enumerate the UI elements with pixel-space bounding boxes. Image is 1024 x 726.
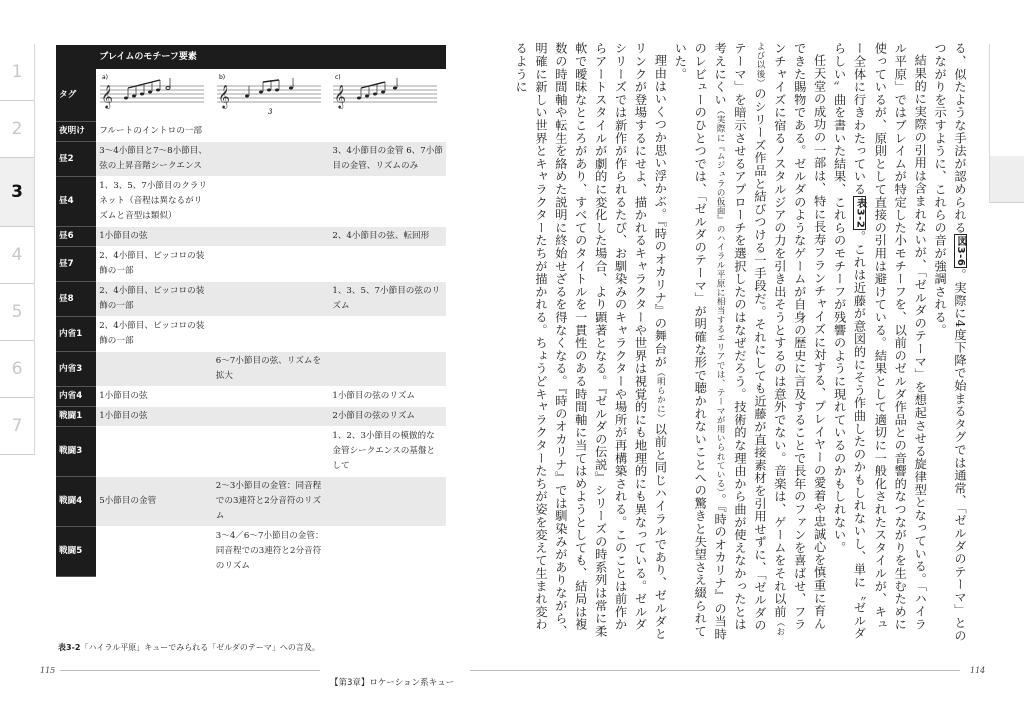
cell-b — [213, 427, 330, 477]
cell-a: 1小節目の弦 — [96, 387, 213, 407]
cell-a: 5小節目の金管 — [96, 477, 213, 527]
cell-b — [213, 142, 330, 177]
inline-note: （明らかに） — [655, 368, 666, 423]
row-label: 夜明け — [56, 122, 96, 142]
table-caption — [58, 642, 320, 653]
cell-a: 1、3、5、7小節目のクラリネット（音程は異なるがリズムと音型は類似） — [96, 177, 213, 227]
cell-c: 3、4小節目の金管 6、7小節目の金管、リズムのみ — [329, 142, 446, 177]
cell-a: フルートのイントロの一部 — [96, 122, 213, 142]
chapter-tab-6[interactable]: 6 — [0, 341, 34, 398]
paragraph — [669, 42, 828, 642]
cell-b — [213, 387, 330, 407]
staff-label-b: b) — [218, 74, 225, 81]
music-staff-a-icon — [96, 70, 208, 120]
music-staff-c-icon — [329, 70, 441, 120]
cell-b: 3〜4／6〜7小節目の金管：同音程での3連符と2分音符のリズム — [213, 527, 330, 577]
row-label: 戦闘1 — [56, 407, 96, 427]
row-label: 昼7 — [56, 247, 96, 282]
table-row — [56, 427, 446, 477]
footer-rule-left — [60, 670, 320, 671]
table-row — [56, 122, 446, 142]
body-text-vertical — [514, 42, 970, 642]
staff-b — [213, 69, 330, 122]
row-label: 戦闘4 — [56, 477, 96, 527]
table-row-tag — [56, 69, 446, 122]
cell-a: 1小節目の弦 — [96, 407, 213, 427]
text-span: 結果的に実際の引用は含まれないが、「ゼルダのテーマ」を想起させる旋律型となっている。「ハイラル平原」ではブレイムが特定した小モチーフを、以前のゼルダ作品との音響的なつながりを生むために使っているが、原則として直接の引用は避けている。結果として適切に一般化されたスタイルが、キュー全体に行きわたっている — [852, 42, 928, 631]
chapter-tab-2[interactable]: 2 — [0, 101, 34, 158]
cell-b — [213, 407, 330, 427]
text-span: 任天堂の成功の一部は、特に長寿フランチャイズに対する、プレイヤーの愛着や忠誠心を慎重に育んできた賜物である。ゼルダのようなゲームが自身の歴史に言及することで長年のファンを喜ばせ、フランチャイズに宿るノスタルジアの力を引き出そうとするのは意外でない。音楽は、ゲームをそれ以前 — [772, 42, 827, 631]
inline-note: （実際に『ムジュラの仮面』のハイラル平原に相当するエリアでは、テーマが用いられている） — [715, 106, 726, 494]
paragraph — [829, 42, 930, 642]
table-row — [56, 407, 446, 427]
cell-b — [213, 282, 330, 317]
text-span: 。これは近藤が意図的にそう作曲したのかもしれないし、単に〝ゼルダらしい〟曲を書いた結果、これらのモチーフが残響のように現れているのかもしれない。 — [832, 42, 867, 640]
caption-label: 表3-2 — [58, 643, 81, 652]
chapter-tab-4[interactable]: 4 — [0, 227, 34, 284]
cell-b — [213, 317, 330, 352]
row-label: 昼2 — [56, 142, 96, 177]
table-row — [56, 387, 446, 407]
cell-a — [96, 427, 213, 477]
text-span: る、似たような手法が認められる — [953, 42, 967, 234]
figure-reference[interactable]: 図3-6 — [955, 236, 966, 267]
cell-b — [213, 227, 330, 247]
cell-a: 3〜4小節目と7〜8小節目、弦の上昇音階シークエンス — [96, 142, 213, 177]
cell-c: 1、3、5、7小節目の弦のリズム — [329, 282, 446, 317]
row-label: 内省1 — [56, 317, 96, 352]
row-label: 昼4 — [56, 177, 96, 227]
cell-c — [329, 527, 446, 577]
table-header: ブレイムのモチーフ要素 — [96, 45, 446, 69]
chapter-footer: 【第3章】ロケーション系キュー — [330, 678, 455, 688]
caption-text: 「ハイラル平原」キューでみられる「ゼルダのテーマ」への言及。 — [80, 643, 320, 652]
cell-c: 1小節目の弦のリズム — [329, 387, 446, 407]
cell-c — [329, 352, 446, 387]
cell-c — [329, 177, 446, 227]
text-span: 。実際に4度下降で始まるタグでは通常、「ゼルダのテーマ」とのつながりを示すように、これらの音が強調される。 — [933, 42, 967, 642]
table-corner — [56, 45, 96, 69]
footer-rule-right — [470, 670, 960, 671]
row-label: 戦闘5 — [56, 527, 96, 577]
cell-a: 2、4小節目、ピッコロの装飾の一部 — [96, 317, 213, 352]
paragraph — [510, 42, 669, 642]
cell-b — [213, 247, 330, 282]
cell-c — [329, 477, 446, 527]
chapter-tab-rail-left — [0, 44, 35, 455]
chapter-tab-3-active[interactable]: 3 — [0, 158, 34, 227]
cell-a: 2、4小節目、ピッコロの装飾の一部 — [96, 282, 213, 317]
chapter-tab-rail-right — [989, 44, 1024, 203]
row-label: 内省4 — [56, 387, 96, 407]
cell-a: 1小節目の弦 — [96, 227, 213, 247]
chapter-tab-right-active[interactable] — [990, 156, 1024, 203]
chapter-tab-7[interactable]: 7 — [0, 398, 34, 455]
staff-c — [329, 69, 446, 122]
inline-note: （および以後） — [754, 42, 785, 637]
table-row — [56, 247, 446, 282]
page-number-right: 114 — [970, 666, 986, 675]
motif-table — [56, 45, 446, 577]
cell-c — [329, 317, 446, 352]
cell-c: 2、4小節目の弦、転回形 — [329, 227, 446, 247]
text-span: のシリーズ作品と結びつける一手段だ。それにしても近藤が直接素材を引用せずに、「ゼルダのテーマ」を暗示させるアプローチを選択したのはなぜだろう。技術的な理由から曲が使えなかったとは考えにくい — [713, 42, 767, 632]
staff-a — [96, 69, 213, 122]
cell-b — [213, 122, 330, 142]
cell-c: 2小節目の弦のリズム — [329, 407, 446, 427]
table-row — [56, 142, 446, 177]
table-row — [56, 527, 446, 577]
cell-b — [213, 177, 330, 227]
row-label: タグ — [56, 69, 96, 122]
row-label: 昼6 — [56, 227, 96, 247]
cell-a: 2、4小節目、ピッコロの装飾の一部 — [96, 247, 213, 282]
row-label: 戦闘3 — [56, 427, 96, 477]
table-row — [56, 352, 446, 387]
cell-b: 6〜7小節目の弦、リズムを拡大 — [213, 352, 330, 387]
chapter-tab-5[interactable]: 5 — [0, 284, 34, 341]
table-reference[interactable]: 表3-2 — [854, 197, 866, 229]
chapter-tab-1[interactable]: 1 — [0, 44, 34, 101]
table-row — [56, 282, 446, 317]
table-row — [56, 227, 446, 247]
svg-text:𝄞: 𝄞 — [101, 84, 114, 108]
cell-c: 1、2、3小節目の模倣的な金管シークエンスの基盤として — [329, 427, 446, 477]
triplet-label: 3 — [267, 108, 273, 116]
text-span: 理由はいくつか思い浮かぶ。『時のオカリナ』の舞台が — [653, 54, 668, 369]
text-span: 。『時のオカリナ』の当時のレビューのひとつでは、「ゼルダのテーマ」が明確な形で聴かれないことへの驚きと失望さえ綴られていた。 — [673, 42, 728, 641]
cell-b: 2〜3小節目の金管：同音程での3連符と2分音符のリズム — [213, 477, 330, 527]
row-label: 昼8 — [56, 282, 96, 317]
cell-a — [96, 527, 213, 577]
row-label: 内省3 — [56, 352, 96, 387]
music-staff-b-icon — [213, 70, 325, 120]
table-row — [56, 177, 446, 227]
svg-text:𝄞: 𝄞 — [334, 84, 347, 108]
paragraph — [929, 42, 970, 642]
table-row — [56, 477, 446, 527]
page-number-left: 115 — [40, 666, 56, 675]
cell-a — [96, 352, 213, 387]
staff-label-c: c) — [335, 74, 342, 81]
cell-c — [329, 122, 446, 142]
table-row — [56, 317, 446, 352]
svg-text:𝄞: 𝄞 — [217, 84, 230, 108]
staff-label-a: a) — [102, 74, 109, 81]
text-span: 以前と同じハイラルであり、ゼルダとリンクが登場するにせよ、描かれるキャラクターや世界は視覚的にも地理的にも異なっている。ゼルダシリーズでは新作が作られるたび、お馴染みのキャラクターや場所が再構築される。このことは前作からアートスタイルが劇的に変化した場合、より顕著となる。『ゼルダの伝説』シリーズの時系列は常に柔軟で曖昧なところがあり、すべてのタイトルを一貫性のある時間軸に当てはめようとしても、結局は複数の時間軸や転生を絡めた説明に終始せざるを得なくなる。『時のオカリナ』では馴染みがありながら、明確に新しい世界とキャラクターたちが描かれる。ちょうどキャラクターたちが姿を変えて生まれ変わるように — [514, 42, 668, 641]
cell-c — [329, 247, 446, 282]
